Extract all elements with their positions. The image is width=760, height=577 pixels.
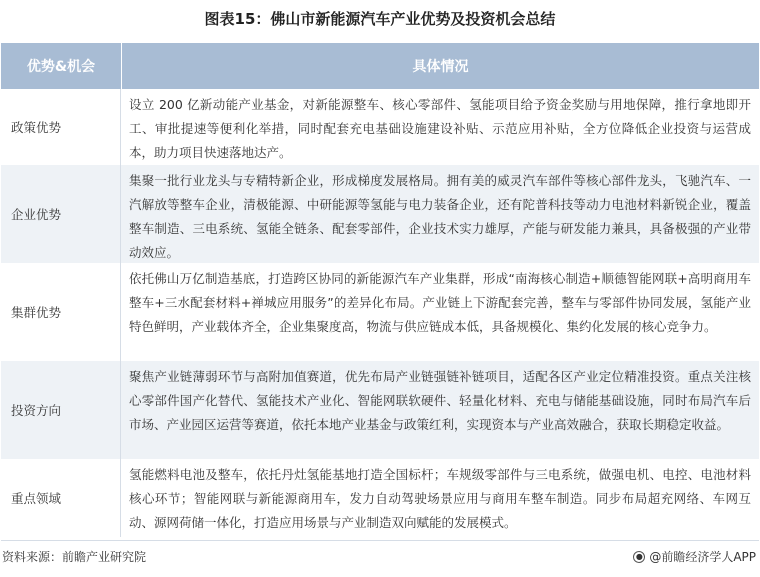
row-text: 氢能燃料电池及整车，依托丹灶氢能基地打造全国标杆；车规级零部件与三电系统，做强电机、电控、电池材料核心环节；智能网联与新能源商用车，发力自动驾驶场景应用与商用车整车制造。同步布局超充网络、车网互动、源网荷储一体化，打造应用场景与产业制造双向赋能的发展模式。 [129, 467, 751, 530]
table-row-key-areas [1, 459, 759, 537]
row-label: 政策优势 [1, 89, 121, 165]
table-row-cluster [1, 263, 759, 361]
table-row-policy [1, 89, 759, 165]
row-label: 企业优势 [1, 165, 121, 263]
summary-table [1, 43, 759, 537]
row-label: 集群优势 [1, 263, 121, 361]
figure-title: 图表15：佛山市新能源汽车产业优势及投资机会总结 [204, 10, 556, 28]
row-text: 集聚一批行业龙头与专精特新企业，形成梯度发展格局。拥有美的威灵汽车部件等核心部件龙头，飞驰汽车、一汽解放等整车企业，清极能源、中研能源等氢能与电力装备企业，还有陀普科技等动力电池材料新锐企业，覆盖整车制造、三电系统、氢能全链条、配套零部件，企业技术实力雄厚，产能与研发能力兼具，具备极强的产业带动效应。 [129, 173, 751, 260]
table-row-investment [1, 361, 759, 459]
row-text: 聚焦产业链薄弱环节与高附加值赛道，优先布局产业链强链补链项目，适配各区产业定位精准投资。重点关注核心零部件国产化替代、氢能技术产业化、智能网联软硬件、轻量化材料、充电与储能基础设施，同时布局汽车后市场、产业园区运营等赛道，依托本地产业基金与政策红利，实现资本与产业高效融合，获取长期稳定收益。 [129, 369, 751, 432]
row-text: 设立 200 亿新动能产业基金，对新能源整车、核心零部件、氢能项目给予资金奖励与用地保障，推行拿地即开工、审批提速等便利化举措，同时配套充电基础设施建设补贴、示范应用补贴，全方位降低企业投资与运营成本，助力项目快速落地达产。 [129, 97, 751, 160]
row-text: 依托佛山万亿制造基底，打造跨区协同的新能源汽车产业集群，形成“南海核心制造+顺德智能网联+高明商用车整车+三水配套材料+禅城应用服务”的差异化布局。产业链上下游配套完善，整车与零部件协同发展，氢能产业特色鲜明，产业载体齐全，企业集聚度高，物流与供应链成本低，具备规模化、集约化发展的核心竞争力。 [129, 271, 751, 334]
table-row-enterprise [1, 165, 759, 263]
header-details: 具体情况 [412, 59, 469, 75]
table-bottom-divider [1, 540, 759, 541]
footer [0, 548, 760, 568]
header-advantage-opportunity: 优势&机会 [1, 43, 122, 89]
brand-credit [633, 548, 756, 565]
source-note: 资料来源：前瞻产业研究院 [2, 550, 147, 564]
row-label: 重点领域 [1, 459, 121, 537]
brand-text: @前瞻经济学人APP [649, 550, 756, 564]
table-header [1, 43, 759, 89]
brand-logo-icon: ● [633, 551, 645, 563]
row-label: 投资方向 [1, 361, 121, 459]
